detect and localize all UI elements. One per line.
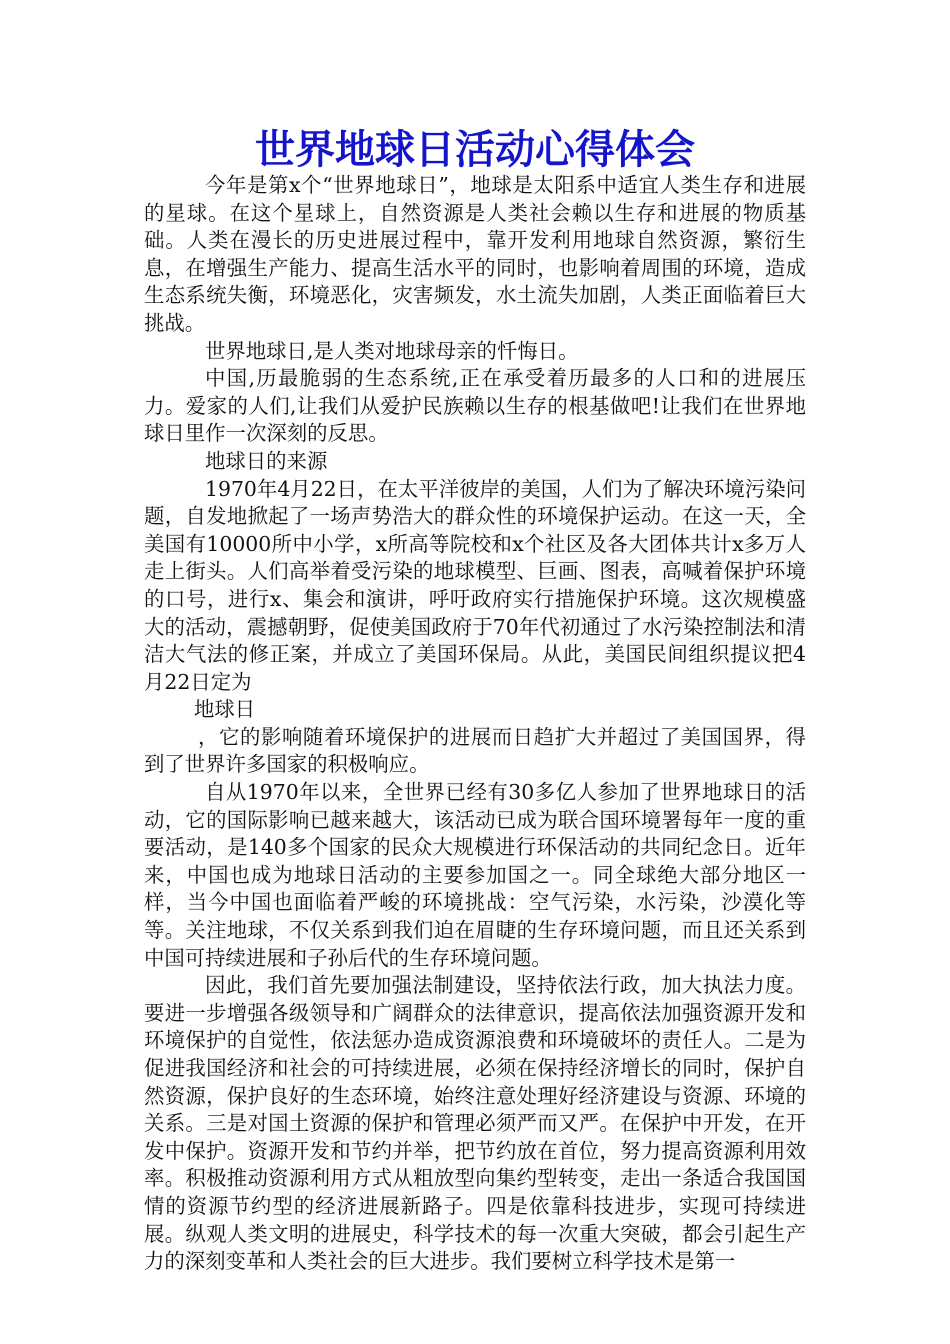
paragraph-measures: 因此，我们首先要加强法制建设，坚持依法行政，加大执法力度。要进一步增强各级领导和广阔群众的法律意识，提高依法加强资源开发和环境保护的自觉性，依法惩办造成资源浪费和环境破坏的责任人。二是为促进我国经济和社会的可持续进展，必须在保持经济增长的同时，保护自然资源，保护良好的生态环境，始终注意处理好经济建设与资源、环境的关系。三是对国土资源的保护和管理必须严而又严。在保护中开发，在开发中保护。资源开发和节约并举，把节约放在首位，努力提高资源利用效率。积极推动资源利用方式从粗放型向集约型转变，走出一条适合我国国情的资源节约型的经济进展新路子。四是依靠科技进步，实现可持续进展。纵观人类文明的进展史，科学技术的每一次重大突破，都会引起生产力的深刻变革和人类社会的巨大进步。我们要树立科学技术是第一 (144, 973, 806, 1274)
paragraph-earth-day-label: 地球日 (194, 697, 256, 722)
paragraph-influence: ，它的影响随着环境保护的进展而日趋扩大并超过了美国国界，得到了世界许多国家的积极响应。 (144, 724, 806, 777)
paragraph-intro: 今年是第x个“世界地球日”，地球是太阳系中适宜人类生存和进展的星球。在这个星球上，自然资源是人类社会赖以生存和进展的物质基础。人类在漫长的历史进展过程中，靠开发利用地球自然资源，繁衍生息，在增强生产能力、提高生活水平的同时，也影响着周围的环境，造成生态系统失衡，环境恶化，灾害频发，水土流失加剧，人类正面临着巨大挑战。 (144, 173, 806, 335)
paragraph-origin-1970: 1970年4月22日，在太平洋彼岸的美国，人们为了解决环境污染问题，自发地掀起了一场声势浩大的群众性的环境保护运动。在这一天，全美国有10000所中小学，x所高等院校和x个社区及各大团体共计x多万人走上街头。人们高举着受污染的地球模型、巨画、图表，高喊着保护环境的口号，进行x、集会和演讲，呼吁政府实行措施保护环境。这次规模盛大的活动，震撼朝野，促使美国政府于70年代初通过了水污染控制法和清洁大气法的修正案，并成立了美国环保局。从此，美国民间组织提议把4月22日定为 (144, 476, 806, 694)
document-title: 世界地球日活动心得体会 (255, 126, 695, 173)
section-heading-origin: 地球日的来源 (205, 448, 328, 473)
paragraph-china-pressure: 中国,历最脆弱的生态系统,正在承受着历最多的人口和的进展压力。爱家的人们,让我们从爱护民族赖以生存的根基做吧!让我们在世界地球日里作一次深刻的反思。 (144, 366, 806, 446)
document-body (144, 172, 806, 1276)
paragraph-since-1970: 自从1970年以来，全世界已经有30多亿人参加了世界地球日的活动，它的国际影响已越来越大，该活动已成为联合国环境署每年一度的重要活动，是140多个国家的民众大规模进行环保活动的共同纪念日。近年来，中国也成为地球日活动的主要参加国之一。同全球绝大部分地区一样，当今中国也面临着严峻的环境挑战：空气污染，水污染，沙漠化等等。关注地球，不仅关系到我们迫在眉睫的生存环境问题，而且还关系到中国可持续进展和子孙后代的生存环境问题。 (144, 780, 806, 970)
paragraph-repentance: 世界地球日,是人类对地球母亲的忏悔日。 (205, 338, 579, 363)
